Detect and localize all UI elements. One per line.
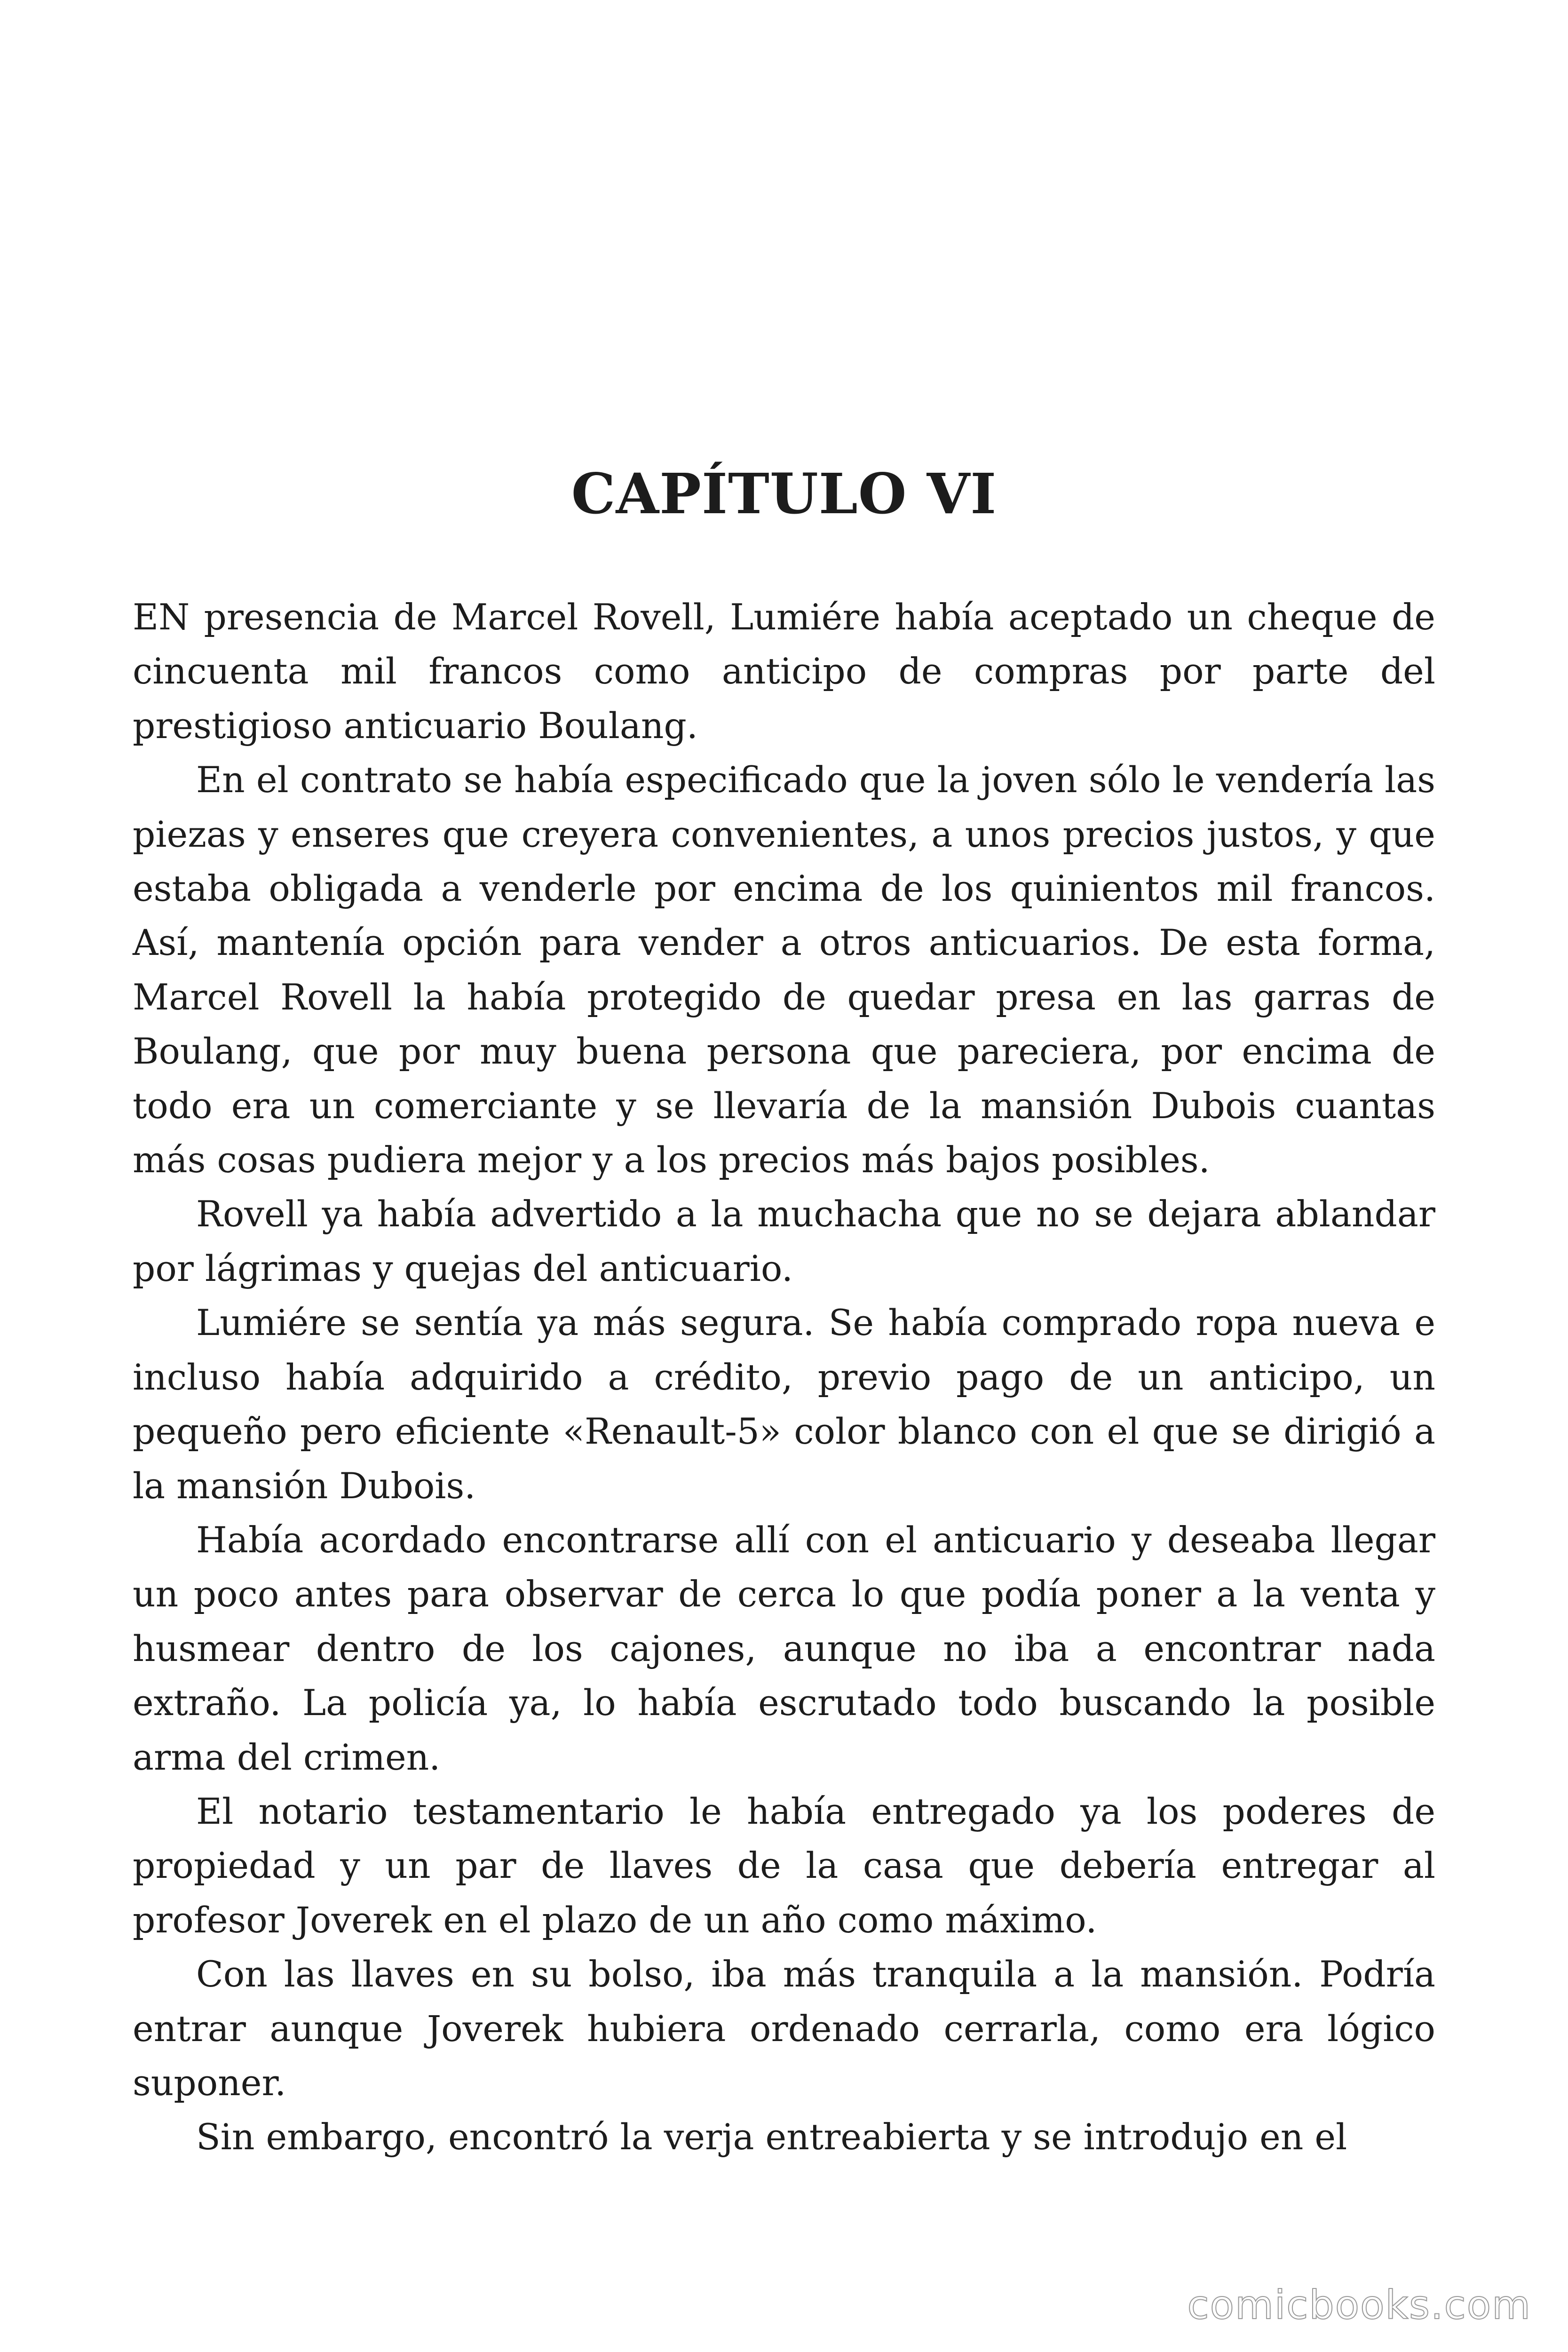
paragraph: En el contrato se había especificado que la joven sólo le vendería las piezas y enseres que creyera convenientes, a unos precios justos, y que estaba obligada a venderle por encima de los quinientos mil francos. Así, mantenía opción para vender a otros anticuarios. De esta forma, Marcel Rovell la había protegido de quedar presa en las garras de Boulang, que por muy buena persona que pareciera, por encima de todo era un comerciante y se llevaría de la mansión Dubois cuantas más cosas pudiera mejor y a los precios más bajos posibles. <box>133 759 1435 1181</box>
paragraph: El notario testamentario le había entregado ya los poderes de propiedad y un par de llaves de la casa que debería entregar al profesor Joverek en el plazo de un año como máximo. <box>133 1790 1435 1941</box>
paragraph: Rovell ya había advertido a la muchacha que no se dejara ablandar por lágrimas y quejas del anticuario. <box>133 1193 1435 1289</box>
paragraph: Lumiére se sentía ya más segura. Se había comprado ropa nueva e incluso había adquirido a crédito, previo pago de un anticipo, un pequeño pero eficiente «Renault-5» color blanco con el que se dirigió a la mansión Dubois. <box>133 1302 1435 1507</box>
paragraph: Con las llaves en su bolso, iba más tranquila a la mansión. Podría entrar aunque Joverek hubiera ordenado cerrarla, como era lógico suponer. <box>133 1954 1435 2104</box>
paragraph: Había acordado encontrarse allí con el anticuario y deseaba llegar un poco antes para observar de cerca lo que podía poner a la venta y husmear dentro de los cajones, aunque no iba a encontrar nada extraño. La policía ya, lo había escrutado todo buscando la posible arma del crimen. <box>133 1519 1435 1778</box>
chapter-title: CAPÍTULO VI <box>571 461 997 526</box>
site-watermark: comicbooks.com <box>1187 2282 1531 2328</box>
paragraph: EN presencia de Marcel Rovell, Lumiére había aceptado un cheque de cincuenta mil francos como anticipo de compras por parte del prestigioso anticuario Boulang. <box>133 596 1435 747</box>
chapter-body <box>133 590 1435 2165</box>
paragraph: Sin embargo, encontró la verja entreabierta y se introdujo en el <box>196 2116 1347 2158</box>
